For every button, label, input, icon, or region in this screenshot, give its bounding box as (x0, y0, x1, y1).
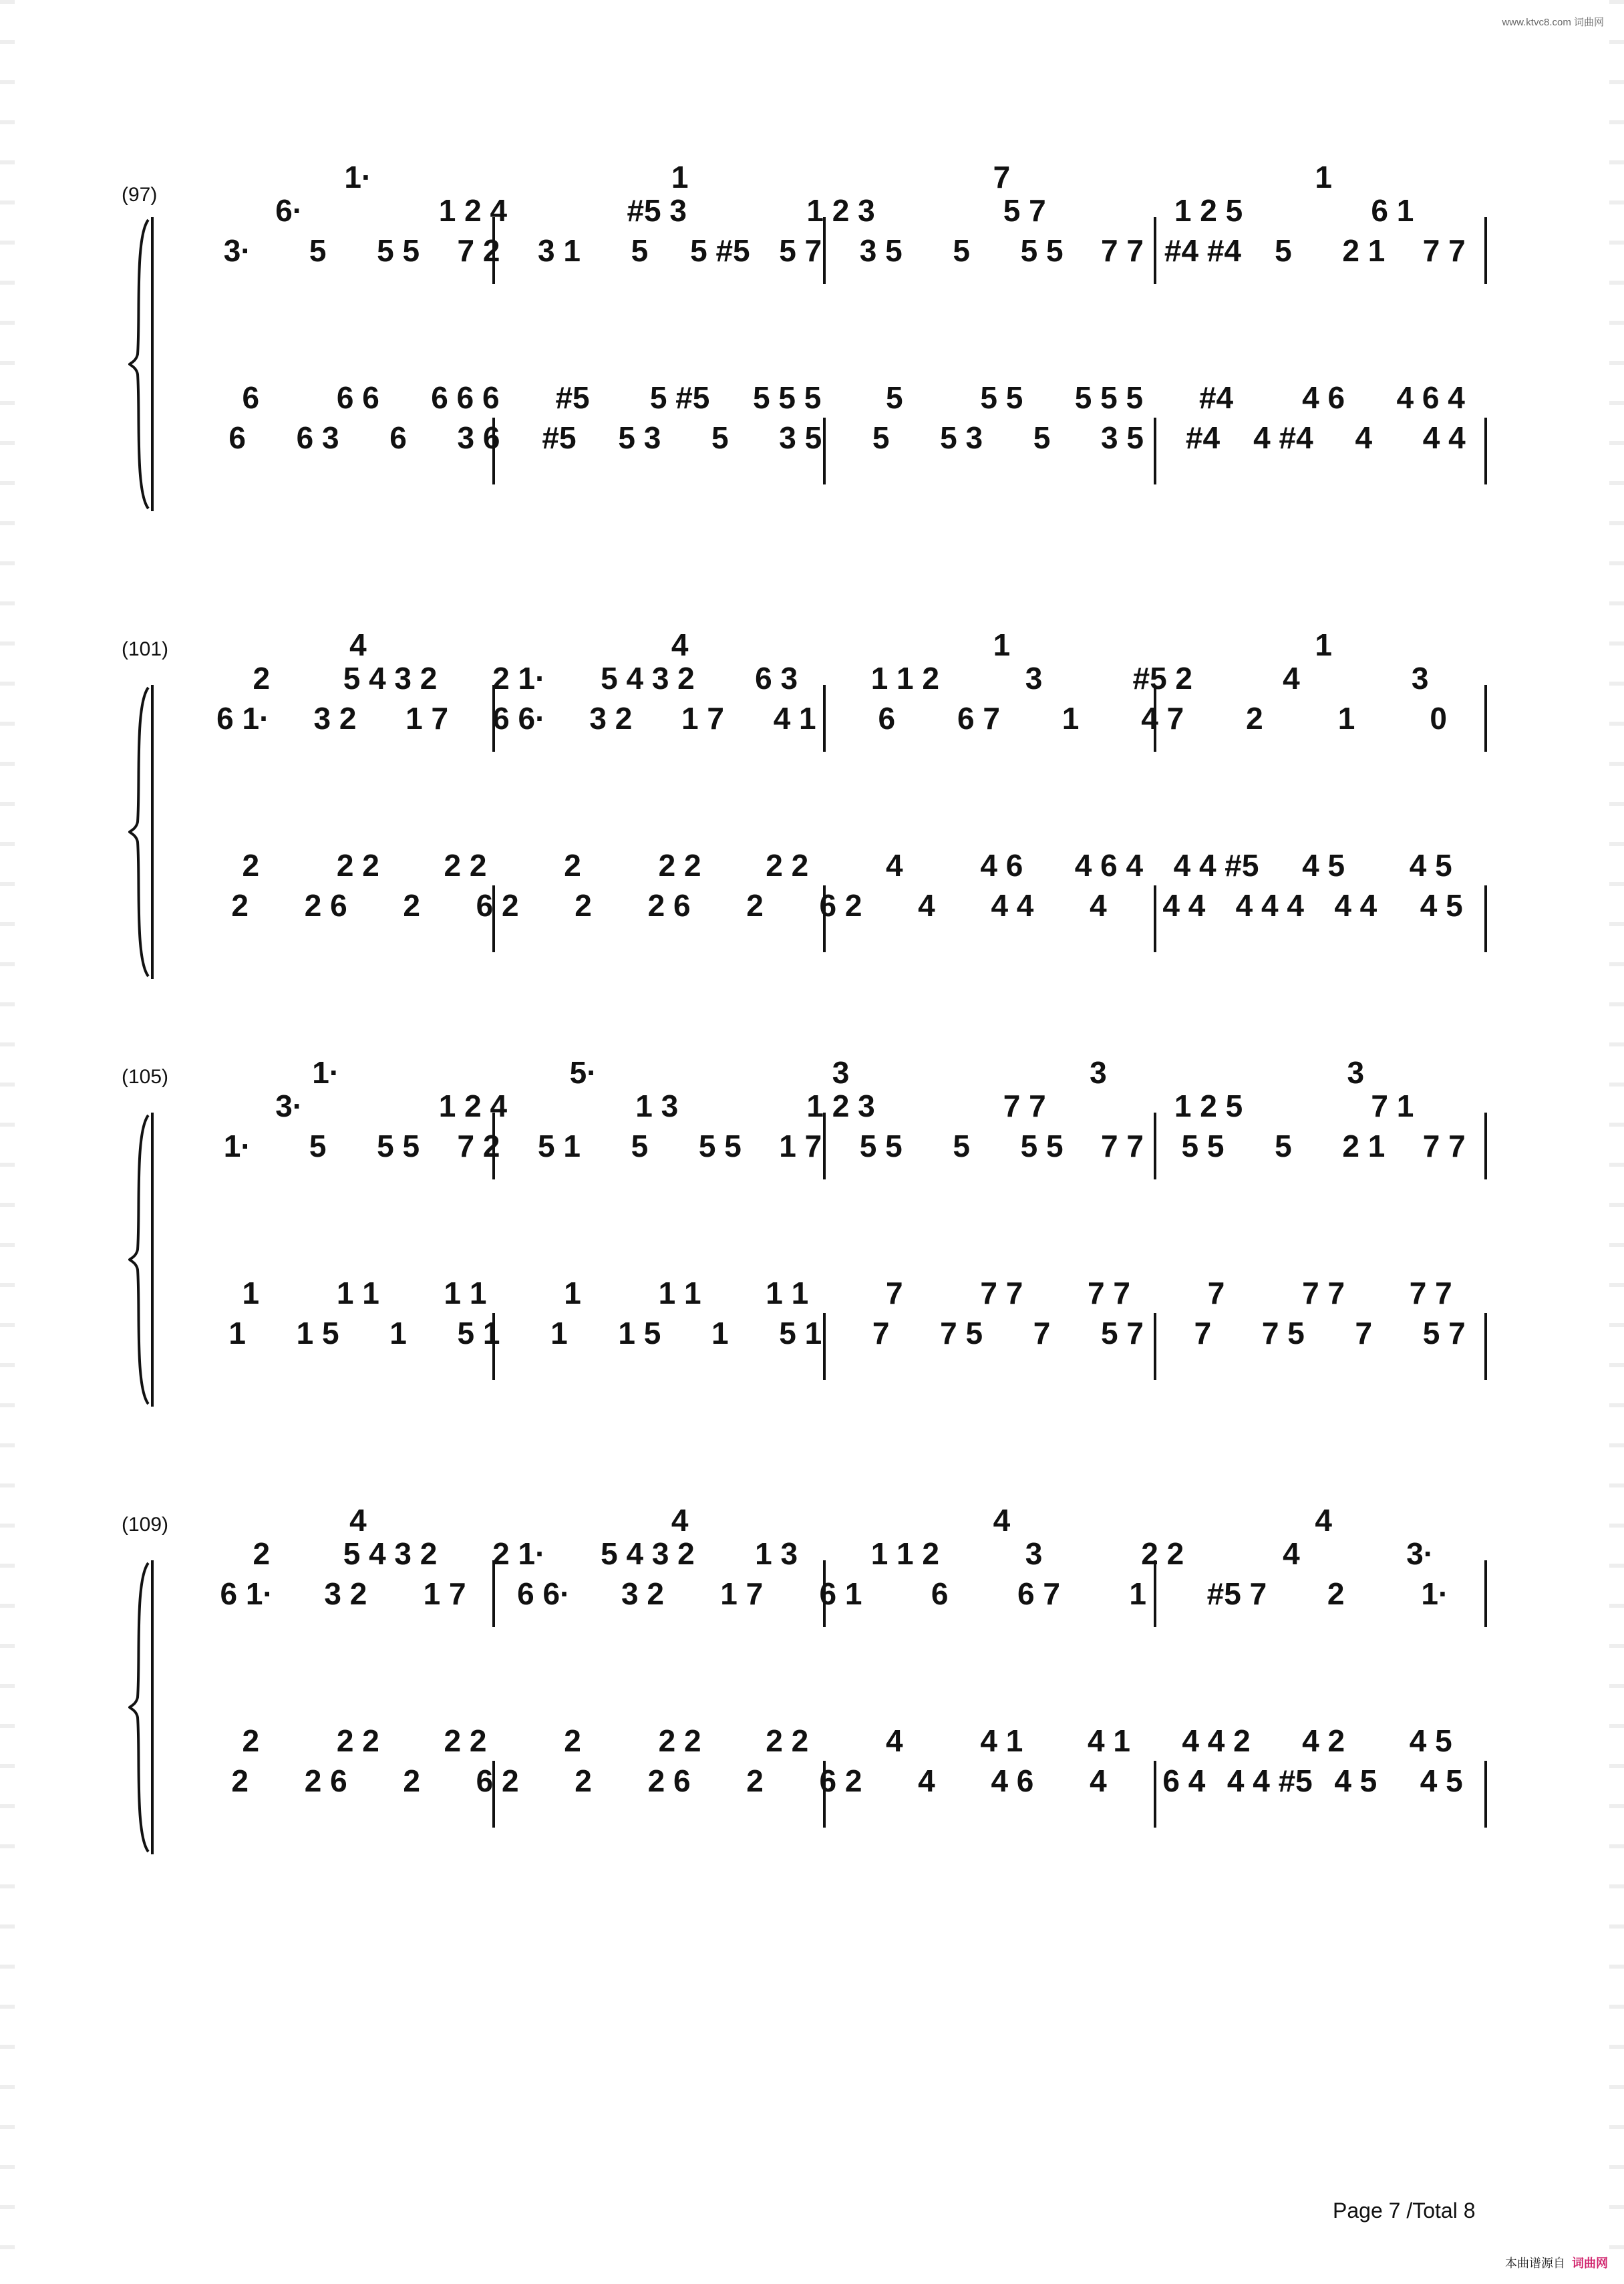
note-bass-low: 4 4 4 (1235, 888, 1304, 923)
note-treble-low: 2 (1327, 1576, 1345, 1611)
barline (1154, 1313, 1156, 1380)
note-treble-low: 5 (1275, 233, 1292, 268)
note-treble-mid: 1 2 4 (438, 1089, 508, 1123)
note-bass-low: 1 (711, 1316, 729, 1350)
note-treble-low: 5 5 (1020, 233, 1064, 268)
note-treble-mid: 1 3 (755, 1536, 798, 1571)
note-bass-low: 4 4 (1162, 888, 1206, 923)
note-bass-top: 1 1 (444, 1276, 487, 1310)
note-bass-low: 6 2 (476, 1763, 519, 1798)
note-treble-mid: 2 (253, 1536, 271, 1571)
note-bass-top: 6 (242, 380, 260, 415)
note-treble-mid: 3 (1025, 1536, 1043, 1571)
barline (1154, 1761, 1156, 1828)
note-bass-top: 7 (1207, 1276, 1225, 1310)
staff-system (0, 137, 1624, 511)
note-treble-low: 1 7 (779, 1129, 822, 1163)
note-treble-top: 3 (1347, 1055, 1365, 1090)
brand-label: 词曲网 (1572, 2257, 1608, 2270)
measure-number: (101) (122, 638, 169, 660)
note-treble-low: 6 1· (216, 701, 270, 736)
note-treble-low: 7 7 (1422, 233, 1466, 268)
note-bass-top: 2 2 (766, 848, 809, 883)
note-bass-low: 4 4 (1334, 888, 1377, 923)
note-bass-low: 2 (403, 888, 420, 923)
note-bass-top: 1 1 (336, 1276, 379, 1310)
note-treble-mid: 3· (275, 1089, 303, 1123)
system-start-line (151, 217, 154, 511)
barline (1484, 1313, 1487, 1380)
note-bass-top: 2 (242, 848, 260, 883)
note-treble-low: 2 1 (1342, 233, 1386, 268)
barline (1484, 1761, 1487, 1828)
note-bass-top: 5 5 5 (1074, 380, 1144, 415)
note-bass-low: 5 3 (940, 420, 983, 455)
note-bass-low: 4 (1090, 888, 1107, 923)
note-treble-low: 3 2 (589, 701, 633, 736)
note-bass-low: 3 5 (1101, 420, 1144, 455)
staff-system (0, 1032, 1624, 1407)
note-bass-top: 1 1 (766, 1276, 809, 1310)
note-treble-top: 1 (1315, 627, 1332, 662)
note-treble-mid: 1 1 2 (870, 661, 939, 696)
note-bass-top: 2 2 (444, 848, 487, 883)
note-treble-low: 0 (1430, 701, 1447, 736)
note-bass-low: #4 (1185, 420, 1221, 455)
note-treble-mid: 5 4 3 2 (343, 661, 438, 696)
note-treble-mid: 5 4 3 2 (601, 1536, 695, 1571)
note-treble-low: 5 (309, 233, 327, 268)
note-bass-top: #4 (1198, 380, 1234, 415)
note-treble-mid: 1 2 4 (438, 193, 508, 228)
note-bass-low: #5 (542, 420, 577, 455)
note-bass-top: 6 6 (336, 380, 379, 415)
note-bass-top: 1 (242, 1276, 260, 1310)
note-bass-low: 5 7 (1422, 1316, 1466, 1350)
note-treble-low: 2 1 (1342, 1129, 1386, 1163)
note-treble-top: 3 (1090, 1055, 1107, 1090)
note-treble-low: 1 (1129, 1576, 1146, 1611)
barline (1154, 418, 1156, 484)
staff-system (0, 605, 1624, 979)
note-treble-low: #5 7 (1206, 1576, 1267, 1611)
system-start-line (151, 685, 154, 979)
note-bass-low: 2 6 (647, 888, 691, 923)
note-bass-low: 5 (711, 420, 729, 455)
note-bass-top: 2 2 (658, 1723, 701, 1758)
note-bass-top: 7 7 (1302, 1276, 1345, 1310)
note-treble-top: 1· (312, 1055, 340, 1090)
note-treble-low: 5 5 (1020, 1129, 1064, 1163)
note-treble-top: 4 (349, 627, 367, 662)
measure-number: (105) (122, 1066, 169, 1088)
note-treble-low: 1 7 (423, 1576, 466, 1611)
note-treble-top: 4 (1315, 1503, 1332, 1538)
note-treble-mid: 4 (1283, 1536, 1300, 1571)
note-treble-low: 1 (1062, 701, 1080, 736)
note-bass-top: 5 5 5 (753, 380, 822, 415)
note-bass-low: 3 5 (779, 420, 822, 455)
note-treble-low: 1· (1421, 1576, 1449, 1611)
note-treble-low: 5 #5 (690, 233, 750, 268)
note-bass-top: 4 1 (1087, 1723, 1130, 1758)
barline (823, 685, 826, 752)
note-bass-top: 4 5 (1302, 848, 1345, 883)
note-treble-mid: 3 (1411, 661, 1429, 696)
note-treble-low: 5 (631, 233, 649, 268)
note-treble-top: 4 (671, 1503, 689, 1538)
barline (823, 418, 826, 484)
note-bass-top: 5 #5 (649, 380, 710, 415)
note-bass-top: 2 2 (336, 1723, 379, 1758)
note-treble-low: 7 2 (457, 233, 500, 268)
note-treble-low: 1 (1337, 701, 1355, 736)
note-treble-low: 3 2 (324, 1576, 367, 1611)
note-bass-low: 6 2 (819, 1763, 862, 1798)
note-treble-low: 2 (1246, 701, 1263, 736)
note-treble-mid: 7 7 (1003, 1089, 1046, 1123)
note-bass-top: 4 4 #5 (1173, 848, 1259, 883)
note-bass-top: 4 5 (1409, 1723, 1452, 1758)
note-treble-low: 5 5 (859, 1129, 903, 1163)
barline (1154, 1113, 1156, 1179)
note-treble-low: 6 7 (1017, 1576, 1060, 1611)
barline (1484, 1560, 1487, 1627)
note-treble-top: 4 (349, 1503, 367, 1538)
note-treble-low: 5 (953, 1129, 970, 1163)
note-bass-top: 2 (564, 1723, 581, 1758)
note-treble-low: 6 (931, 1576, 949, 1611)
note-treble-top: 1 (993, 627, 1011, 662)
note-bass-low: 7 5 (940, 1316, 983, 1350)
note-bass-low: 7 (1033, 1316, 1051, 1350)
note-bass-low: 6 3 (296, 420, 339, 455)
note-treble-mid: 6 1 (1371, 193, 1414, 228)
note-treble-mid: 4 (1283, 661, 1300, 696)
note-treble-top: 1· (344, 160, 372, 194)
note-treble-low: 5 5 (1181, 1129, 1225, 1163)
measure-number: (97) (122, 184, 158, 206)
note-bass-top: 4 6 (980, 848, 1023, 883)
note-treble-mid: 5 7 (1003, 193, 1046, 228)
note-bass-top: 1 (564, 1276, 581, 1310)
note-treble-low: 5 5 (698, 1129, 742, 1163)
note-treble-low: 5 1 (537, 1129, 581, 1163)
note-treble-low: 7 7 (1101, 1129, 1144, 1163)
note-bass-low: 5 (1033, 420, 1051, 455)
note-bass-low: 4 5 (1420, 1763, 1463, 1798)
note-bass-low: 7 (1355, 1316, 1373, 1350)
note-treble-mid: 2 2 (1141, 1536, 1184, 1571)
note-bass-low: 6 (389, 420, 407, 455)
source-label: 本曲谱源自 (1505, 2257, 1565, 2270)
note-treble-mid: 1 1 2 (870, 1536, 939, 1571)
note-bass-low: 3 6 (457, 420, 500, 455)
note-bass-top: 4 6 4 (1396, 380, 1465, 415)
note-bass-top: #5 (555, 380, 590, 415)
note-treble-mid: 1 3 (635, 1089, 679, 1123)
note-treble-top: 1 (1315, 160, 1332, 194)
note-treble-low: 3 2 (313, 701, 357, 736)
note-treble-top: 3 (832, 1055, 850, 1090)
system-start-line (151, 1113, 154, 1407)
note-bass-low: 4 5 (1420, 888, 1463, 923)
note-bass-top: 4 6 (1302, 380, 1345, 415)
note-bass-low: 1 (550, 1316, 568, 1350)
barline (1484, 418, 1487, 484)
note-bass-low: 4 4 (1422, 420, 1466, 455)
note-treble-low: 3 1 (537, 233, 581, 268)
note-treble-mid: 3 (1025, 661, 1043, 696)
note-bass-top: 1 1 (658, 1276, 701, 1310)
note-treble-mid: 1 2 3 (806, 1089, 875, 1123)
note-treble-low: 6 1 (819, 1576, 862, 1611)
note-treble-low: 1· (223, 1129, 251, 1163)
note-treble-low: 5 (631, 1129, 649, 1163)
note-treble-mid: 1 2 5 (1174, 193, 1243, 228)
measure-number: (109) (122, 1514, 169, 1536)
note-bass-low: 4 (918, 888, 935, 923)
note-treble-low: #4 #4 (1164, 233, 1242, 268)
note-bass-low: 2 (746, 888, 764, 923)
note-bass-top: 4 (885, 1723, 903, 1758)
note-treble-low: 6 6· (492, 701, 546, 736)
note-bass-low: 6 2 (476, 888, 519, 923)
note-bass-low: 4 #4 (1253, 420, 1313, 455)
note-treble-low: 7 7 (1101, 233, 1144, 268)
note-bass-low: 2 (575, 1763, 592, 1798)
note-treble-mid: 5 4 3 2 (601, 661, 695, 696)
note-bass-low: 1 5 (618, 1316, 661, 1350)
note-bass-low: 2 6 (304, 1763, 347, 1798)
note-treble-mid: 3· (1406, 1536, 1434, 1571)
note-bass-low: 7 (1194, 1316, 1212, 1350)
note-bass-low: 1 (389, 1316, 407, 1350)
note-bass-low: 5 1 (779, 1316, 822, 1350)
note-bass-top: 2 (564, 848, 581, 883)
note-treble-mid: #5 3 (627, 193, 687, 228)
note-treble-mid: 1 2 5 (1174, 1089, 1243, 1123)
note-bass-top: 4 (885, 848, 903, 883)
system-start-line (151, 1560, 154, 1854)
note-treble-top: 7 (993, 160, 1011, 194)
note-bass-low: 2 6 (304, 888, 347, 923)
note-bass-low: 4 6 (991, 1763, 1034, 1798)
note-bass-top: 7 7 (980, 1276, 1023, 1310)
barline (1484, 1113, 1487, 1179)
note-treble-low: 1 7 (720, 1576, 764, 1611)
note-bass-low: 5 (872, 420, 890, 455)
note-bass-top: 5 5 (980, 380, 1023, 415)
note-bass-low: 4 (1355, 420, 1373, 455)
note-treble-low: 6 (878, 701, 896, 736)
note-treble-low: 5 (1275, 1129, 1292, 1163)
note-bass-low: 4 4 (991, 888, 1034, 923)
note-bass-low: 5 3 (618, 420, 661, 455)
note-bass-low: 4 4 #5 (1227, 1763, 1313, 1798)
note-treble-low: 6 1· (220, 1576, 273, 1611)
note-treble-low: 3 2 (621, 1576, 665, 1611)
note-treble-mid: 2 1· (492, 1536, 546, 1571)
note-treble-low: 5 5 (377, 1129, 420, 1163)
note-treble-top: 5· (569, 1055, 597, 1090)
note-treble-mid: 5 4 3 2 (343, 1536, 438, 1571)
note-bass-low: 2 (231, 1763, 249, 1798)
barline (1154, 885, 1156, 952)
note-treble-low: 3 5 (859, 233, 903, 268)
note-bass-top: 2 (242, 1723, 260, 1758)
note-treble-mid: 6 3 (755, 661, 798, 696)
note-bass-low: 4 5 (1334, 1763, 1377, 1798)
note-treble-low: 5 7 (779, 233, 822, 268)
barline (1484, 217, 1487, 284)
note-bass-low: 4 (1090, 1763, 1107, 1798)
note-treble-low: 5 (953, 233, 970, 268)
note-bass-top: 7 (885, 1276, 903, 1310)
note-treble-low: 1 7 (681, 701, 725, 736)
note-bass-top: 4 6 4 (1074, 848, 1144, 883)
note-treble-mid: 6· (275, 193, 303, 228)
note-bass-top: 7 7 (1409, 1276, 1452, 1310)
note-bass-low: 7 5 (1261, 1316, 1305, 1350)
note-bass-top: 6 6 6 (431, 380, 500, 415)
page-indicator: Page 7 /Total 8 (1333, 2198, 1476, 2223)
note-bass-top: 4 4 2 (1182, 1723, 1251, 1758)
note-bass-low: 6 2 (819, 888, 862, 923)
note-bass-low: 1 5 (296, 1316, 339, 1350)
note-bass-low: 2 (231, 888, 249, 923)
note-bass-low: 2 6 (647, 1763, 691, 1798)
staff-system (0, 1480, 1624, 1854)
note-bass-low: 7 (872, 1316, 890, 1350)
note-bass-low: 4 (918, 1763, 935, 1798)
note-bass-low: 1 (228, 1316, 247, 1350)
barline (1484, 685, 1487, 752)
note-treble-low: 4 1 (773, 701, 816, 736)
note-treble-top: 1 (671, 160, 689, 194)
note-bass-low: 2 (403, 1763, 420, 1798)
note-treble-mid: 7 1 (1371, 1089, 1414, 1123)
note-bass-top: 4 2 (1302, 1723, 1345, 1758)
note-treble-low: 6 6· (517, 1576, 571, 1611)
note-bass-low: 2 (575, 888, 592, 923)
note-treble-low: 1 7 (405, 701, 449, 736)
barline (1484, 885, 1487, 952)
note-treble-low: 6 7 (957, 701, 1000, 736)
note-treble-mid: 2 (253, 661, 271, 696)
site-watermark: www.ktvc8.com 词曲网 (1502, 17, 1604, 28)
barline (1154, 217, 1156, 284)
note-treble-low: 7 2 (457, 1129, 500, 1163)
note-treble-low: 4 7 (1141, 701, 1184, 736)
note-bass-low: 6 4 (1162, 1763, 1206, 1798)
note-bass-low: 6 (228, 420, 247, 455)
note-bass-top: 2 2 (658, 848, 701, 883)
note-treble-low: 5 5 (377, 233, 420, 268)
note-bass-low: 2 (746, 1763, 764, 1798)
note-bass-low: 5 1 (457, 1316, 500, 1350)
note-treble-low: 5 (309, 1129, 327, 1163)
note-treble-mid: #5 2 (1132, 661, 1193, 696)
note-bass-top: 4 1 (980, 1723, 1023, 1758)
note-bass-top: 2 2 (444, 1723, 487, 1758)
note-treble-mid: 2 1· (492, 661, 546, 696)
note-treble-low: 7 7 (1422, 1129, 1466, 1163)
note-bass-top: 2 2 (766, 1723, 809, 1758)
note-treble-top: 4 (993, 1503, 1011, 1538)
note-bass-top: 2 2 (336, 848, 379, 883)
note-treble-mid: 1 2 3 (806, 193, 875, 228)
barline (823, 1313, 826, 1380)
note-bass-top: 5 (885, 380, 903, 415)
note-bass-top: 7 7 (1087, 1276, 1130, 1310)
note-treble-low: 3· (223, 233, 251, 268)
note-treble-top: 4 (671, 627, 689, 662)
note-bass-top: 4 5 (1409, 848, 1452, 883)
note-bass-low: 5 7 (1101, 1316, 1144, 1350)
